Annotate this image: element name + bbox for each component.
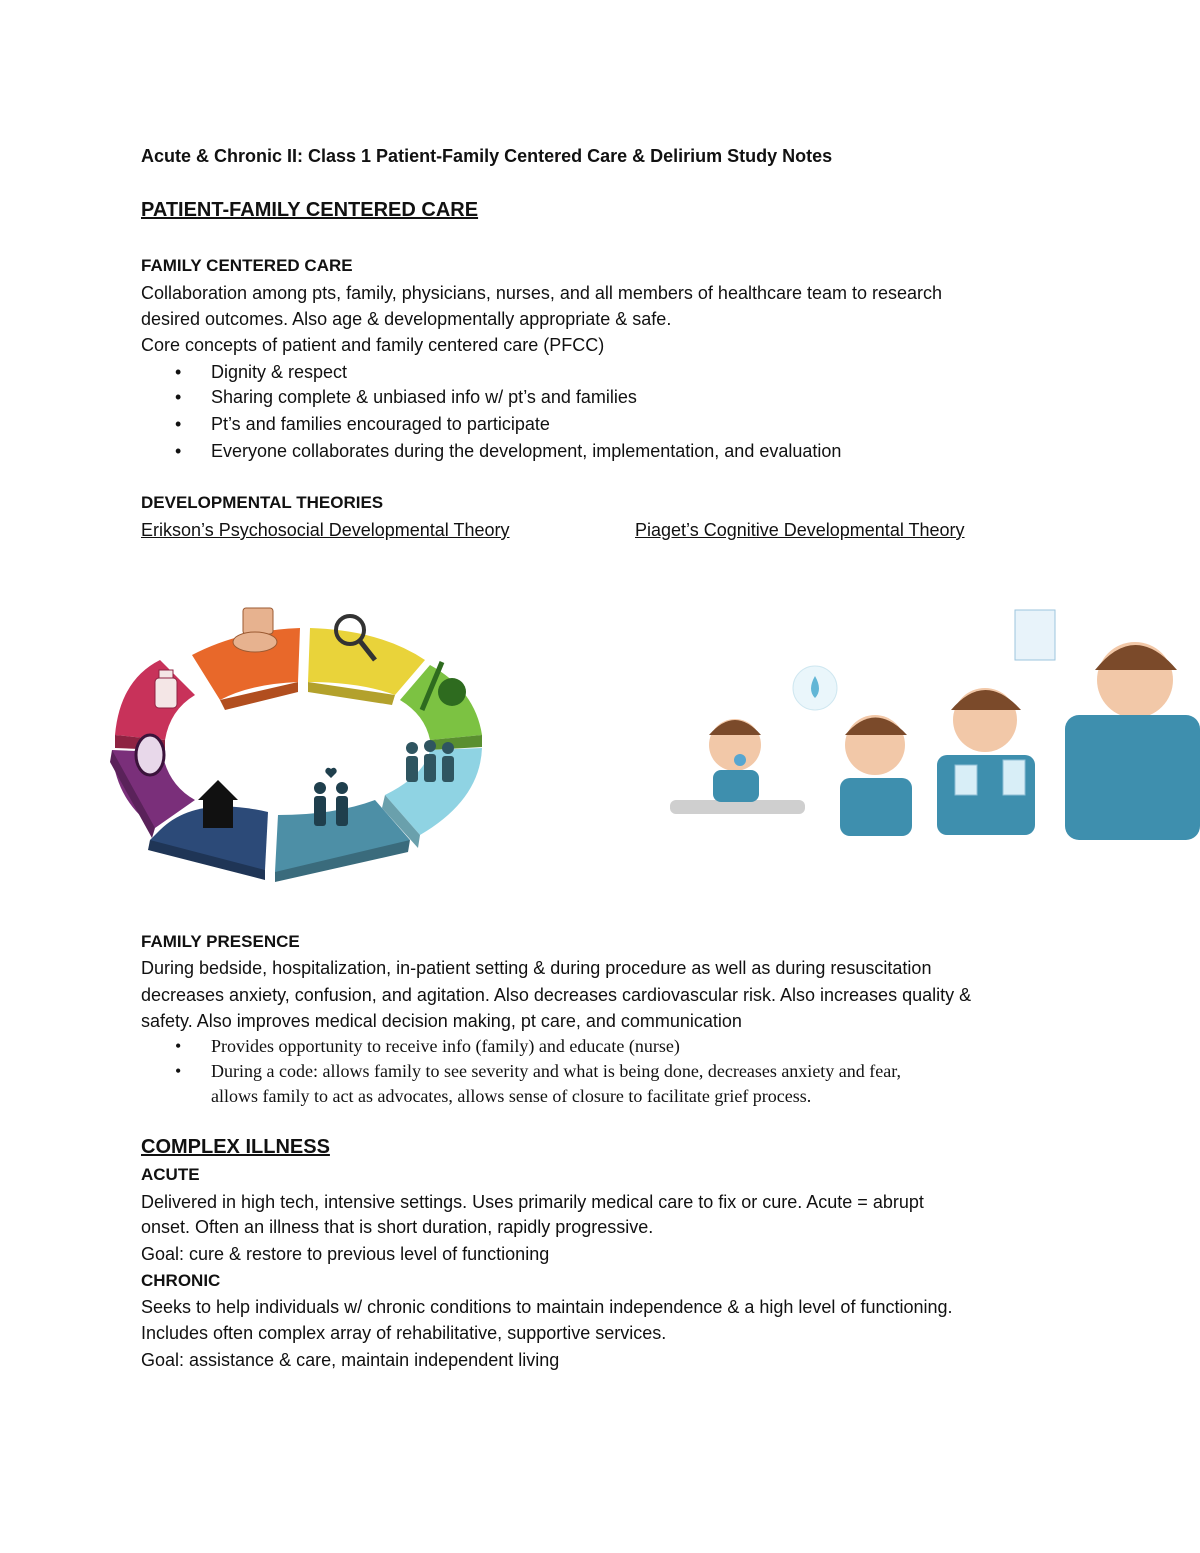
- section-heading-pfcc: PATIENT-FAMILY CENTERED CARE: [141, 199, 479, 221]
- paragraph-line: Delivered in high tech, intensive settings. Uses primarily medical care to fix or cure. Acute = abrupt: [141, 1192, 924, 1212]
- subheading-family-presence: FAMILY PRESENCE: [141, 932, 300, 951]
- child-with-glasses-figure: [937, 688, 1035, 835]
- bullet-icon: •: [175, 414, 182, 434]
- adolescent-thinking-figure: [1015, 610, 1200, 840]
- bullet-icon: •: [175, 387, 182, 407]
- paragraph-line: Goal: cure & restore to previous level of functioning: [141, 1244, 550, 1264]
- erikson-theory-label: Erikson’s Psychosocial Developmental Theory: [141, 520, 510, 540]
- subheading-family-centered-care: FAMILY CENTERED CARE: [141, 256, 353, 275]
- bullet-icon: •: [175, 441, 182, 461]
- subheading-chronic: CHRONIC: [141, 1271, 221, 1290]
- piaget-theory-label: Piaget’s Cognitive Developmental Theory: [635, 520, 965, 540]
- mirror-icon: [136, 735, 164, 775]
- water-drop-icon: [793, 666, 837, 710]
- toilet-icon: [233, 608, 277, 652]
- paragraph-line: desired outcomes. Also age & developmentally appropriate & safe.: [141, 309, 672, 329]
- paragraph-line: onset. Often an illness that is short duration, rapidly progressive.: [141, 1217, 654, 1237]
- family-icon: [406, 740, 454, 782]
- bullet-icon: •: [175, 1061, 182, 1081]
- house-icon: [198, 780, 238, 828]
- paragraph-line: Goal: assistance & care, maintain independent living: [141, 1350, 560, 1370]
- erikson-stages-ring-image: [100, 600, 500, 890]
- bullet-icon: •: [175, 1036, 182, 1056]
- paragraph-line: Collaboration among pts, family, physicians, nurses, and all members of healthcare team to research: [141, 283, 943, 303]
- section-heading-complex-illness: COMPLEX ILLNESS: [141, 1136, 330, 1158]
- paragraph-line: Seeks to help individuals w/ chronic conditions to maintain independence & a high level of functioning.: [141, 1297, 953, 1317]
- infant-highchair-figure: [670, 719, 805, 814]
- paragraph-line: decreases anxiety, confusion, and agitation. Also decreases cardiovascular risk. Also increases quality &: [141, 985, 972, 1005]
- document-title: Acute & Chronic II: Class 1 Patient-Family Centered Care & Delirium Study Notes: [141, 146, 833, 166]
- piaget-stages-children-image: [665, 600, 1200, 840]
- paragraph-line: During bedside, hospitalization, in-patient setting & during procedure as well as during resuscitation: [141, 958, 932, 978]
- paragraph-line: safety. Also improves medical decision making, pt care, and communication: [141, 1011, 742, 1031]
- subheading-developmental-theories: DEVELOPMENTAL THEORIES: [141, 493, 384, 512]
- paragraph-line: Includes often complex array of rehabilitative, supportive services.: [141, 1323, 667, 1343]
- toddler-figure: [840, 715, 912, 836]
- subheading-acute: ACUTE: [141, 1165, 200, 1184]
- bullet-icon: •: [175, 362, 182, 382]
- paragraph-line: Core concepts of patient and family centered care (PFCC): [141, 335, 605, 355]
